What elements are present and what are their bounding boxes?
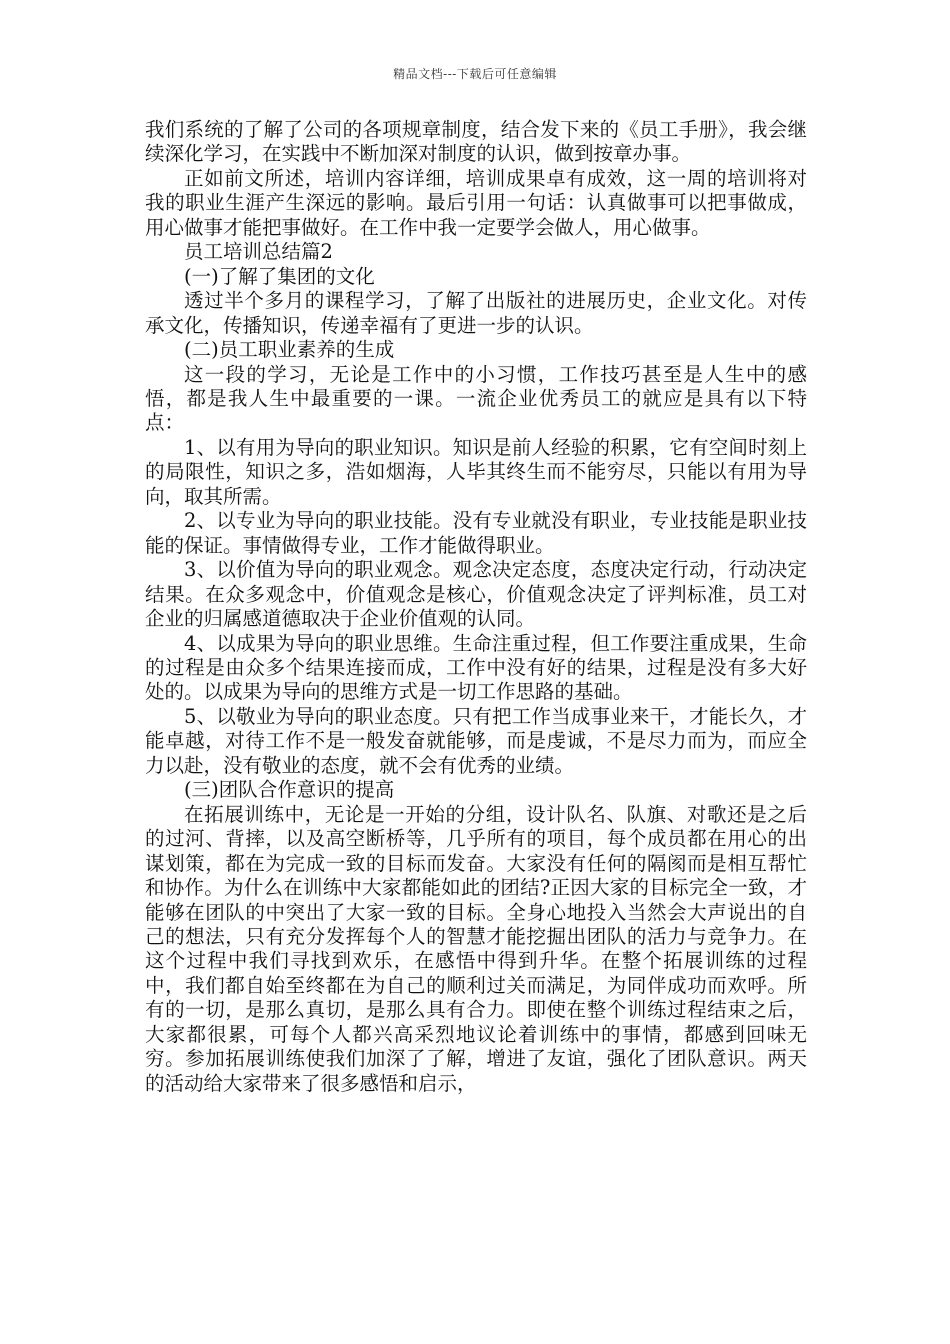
paragraph-culture: 透过半个多月的课程学习，了解了出版社的进展历史，企业文化。对传承文化，传播知识，传递幸福有了更进一步的认识。 bbox=[145, 289, 807, 337]
list-item-values: 3、以价值为导向的职业观念。观念决定态度，态度决定行动，行动决定结果。在众多观念中，价值观念是核心，价值观念决定了评判标准，员工对企业的归属感道德取决于企业价值观的认同。 bbox=[145, 558, 807, 631]
page-header: 精品文档---下载后可任意编辑 bbox=[393, 67, 557, 81]
subheading-professionalism: (二)员工职业素养的生成 bbox=[184, 338, 395, 362]
paragraph-conclusion: 正如前文所述，培训内容详细，培训成果卓有成效，这一周的培训将对我的职业生涯产生深远的影响。最后引用一句话：认真做事可以把事做成，用心做事才能把事做好。在工作中我一定要学会做人，用心做事。 bbox=[145, 166, 807, 239]
subheading-teamwork: (三)团队合作意识的提高 bbox=[184, 778, 395, 802]
paragraph-teamwork: 在拓展训练中，无论是一开始的分组，设计队名、队旗、对歌还是之后的过河、背摔，以及高空断桥等，几乎所有的项目，每个成员都在用心的出谋划策，都在为完成一致的目标而发奋。大家没有任何的隔阂而是相互帮忙和协作。为什么在训练中大家都能如此的团结?正因大家的目标完全一致，才能够在团队的中突出了大家一致的目标。全身心地投入当然会大声说出的自己的想法，只有充分发挥每个人的智慧才能挖掘出团队的活力与竞争力。在这个过程中我们寻找到欢乐，在感悟中得到升华。在整个拓展训练的过程中，我们都自始至终都在为自己的顺利过关而满足，为同伴成功而欢呼。所有的一切，是那么真切，是那么具有合力。即使在整个训练过程结束之后，大家都很累，可每个人都兴高采烈地议论着训练中的事情，都感到回味无穷。参加拓展训练使我们加深了了解，增进了友谊，强化了团队意识。两天的活动给大家带来了很多感悟和启示， bbox=[145, 802, 807, 1095]
list-item-thinking: 4、以成果为导向的职业思维。生命注重过程，但工作要注重成果，生命的过程是由众多个结果连接而成，工作中没有好的结果，过程是没有多大好处的。以成果为导向的思维方式是一切工作思路的基础。 bbox=[145, 631, 807, 704]
list-item-attitude: 5、以敬业为导向的职业态度。只有把工作当成事业来干，才能长久，才能卓越，对待工作不是一般发奋就能够，而是虔诚，不是尽力而为，而应全力以赴，没有敬业的态度，就不会有优秀的业绩。 bbox=[145, 704, 807, 777]
section-title: 员工培训总结篇2 bbox=[184, 240, 333, 264]
list-item-knowledge: 1、以有用为导向的职业知识。知识是前人经验的积累，它有空间时刻上的局限性，知识之多，浩如烟海，人毕其终生而不能穷尽，只能以有用为导向，取其所需。 bbox=[145, 435, 807, 508]
list-item-skills: 2、以专业为导向的职业技能。没有专业就没有职业，专业技能是职业技能的保证。事情做得专业，工作才能做得职业。 bbox=[145, 509, 807, 557]
paragraph-rules-summary: 我们系统的了解了公司的各项规章制度，结合发下来的《员工手册》，我会继续深化学习，在实践中不断加深对制度的认识，做到按章办事。 bbox=[145, 118, 807, 166]
document-body bbox=[145, 118, 807, 1096]
subheading-culture: (一)了解了集团的文化 bbox=[184, 264, 375, 288]
paragraph-professionalism-intro: 这一段的学习，无论是工作中的小习惯，工作技巧甚至是人生中的感悟，都是我人生中最重要的一课。一流企业优秀员工的就应是具有以下特点： bbox=[145, 362, 807, 435]
